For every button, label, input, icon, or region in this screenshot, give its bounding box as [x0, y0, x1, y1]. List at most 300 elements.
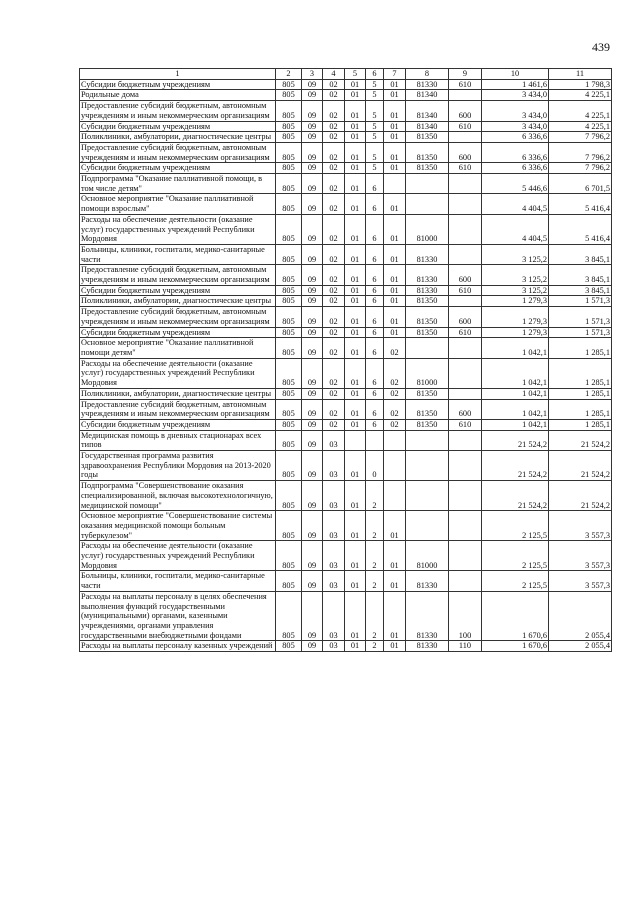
row-code-direction — [406, 338, 449, 358]
row-code-expense-type — [449, 296, 482, 307]
row-code-subsection: 02 — [323, 338, 345, 358]
row-code-direction — [406, 511, 449, 541]
row-amount-col11: 4 225,1 — [549, 121, 612, 132]
row-code-subprogram: 5 — [366, 90, 384, 101]
row-code-section: 09 — [302, 399, 323, 419]
row-name: Субсидии бюджетным учреждениям — [80, 79, 276, 90]
row-amount-col10: 4 404,5 — [482, 194, 549, 214]
row-code-direction: 81330 — [406, 591, 449, 641]
row-code-subsection: 02 — [323, 358, 345, 388]
row-code-expense-type — [449, 132, 482, 143]
row-code-subsection: 02 — [323, 327, 345, 338]
row-code-admin: 805 — [276, 481, 302, 511]
row-code-admin: 805 — [276, 451, 302, 481]
row-code-subsection: 03 — [323, 571, 345, 591]
row-code-expense-type — [449, 388, 482, 399]
row-code-subsection: 02 — [323, 79, 345, 90]
row-name: Основное мероприятие "Совершенствование системы оказания медицинской помощи больным туберкулезом" — [80, 511, 276, 541]
row-code-admin: 805 — [276, 541, 302, 571]
row-code-subsection: 03 — [323, 430, 345, 450]
row-amount-col10: 1 670,6 — [482, 641, 549, 652]
row-amount-col10: 3 434,0 — [482, 101, 549, 121]
table-row — [80, 641, 612, 652]
row-code-program: 01 — [345, 338, 366, 358]
table-row — [80, 430, 612, 450]
row-code-measure — [384, 451, 406, 481]
table-row — [80, 296, 612, 307]
row-code-subsection: 03 — [323, 511, 345, 541]
row-code-program: 01 — [345, 296, 366, 307]
row-code-expense-type — [449, 430, 482, 450]
row-code-subprogram: 2 — [366, 511, 384, 541]
row-code-subprogram: 2 — [366, 571, 384, 591]
row-code-direction: 81350 — [406, 307, 449, 327]
row-code-subprogram: 6 — [366, 285, 384, 296]
row-code-admin: 805 — [276, 338, 302, 358]
row-amount-col11: 21 524,2 — [549, 481, 612, 511]
row-code-admin: 805 — [276, 90, 302, 101]
row-code-admin: 805 — [276, 101, 302, 121]
column-header: 2 — [276, 69, 302, 80]
row-code-expense-type — [449, 358, 482, 388]
row-code-subsection: 02 — [323, 174, 345, 194]
table-row — [80, 399, 612, 419]
row-name: Расходы на выплаты персоналу казенных учреждений — [80, 641, 276, 652]
row-code-section: 09 — [302, 591, 323, 641]
row-code-section: 09 — [302, 214, 323, 244]
row-code-subsection: 02 — [323, 399, 345, 419]
row-code-admin: 805 — [276, 194, 302, 214]
row-code-program: 01 — [345, 121, 366, 132]
row-name: Предоставление субсидий бюджетным, автономным учреждениям и иным некоммерческим организациям — [80, 101, 276, 121]
row-code-admin: 805 — [276, 358, 302, 388]
row-code-subprogram: 5 — [366, 142, 384, 162]
row-code-section: 09 — [302, 388, 323, 399]
row-code-expense-type: 600 — [449, 399, 482, 419]
table-row — [80, 285, 612, 296]
row-amount-col11: 2 055,4 — [549, 641, 612, 652]
row-code-section: 09 — [302, 265, 323, 285]
row-code-section: 09 — [302, 142, 323, 162]
row-code-section: 09 — [302, 430, 323, 450]
row-code-admin: 805 — [276, 142, 302, 162]
row-code-direction: 81330 — [406, 79, 449, 90]
row-code-admin: 805 — [276, 285, 302, 296]
row-code-expense-type — [449, 571, 482, 591]
row-code-direction: 81330 — [406, 265, 449, 285]
table-row — [80, 265, 612, 285]
row-name: Медицинская помощь в дневных стационарах всех типов — [80, 430, 276, 450]
row-code-measure: 01 — [384, 641, 406, 652]
row-amount-col11: 1 571,3 — [549, 296, 612, 307]
row-amount-col11: 1 285,1 — [549, 358, 612, 388]
row-name: Субсидии бюджетным учреждениям — [80, 327, 276, 338]
row-code-subprogram: 5 — [366, 132, 384, 143]
row-code-section: 09 — [302, 285, 323, 296]
row-code-section: 09 — [302, 244, 323, 264]
row-code-subprogram: 6 — [366, 388, 384, 399]
row-code-subprogram: 6 — [366, 399, 384, 419]
row-code-direction: 81350 — [406, 419, 449, 430]
row-code-admin: 805 — [276, 399, 302, 419]
row-amount-col11: 3 845,1 — [549, 265, 612, 285]
row-code-measure — [384, 174, 406, 194]
row-code-direction — [406, 430, 449, 450]
table-row — [80, 388, 612, 399]
row-code-measure: 01 — [384, 244, 406, 264]
column-header: 6 — [366, 69, 384, 80]
row-code-measure: 01 — [384, 327, 406, 338]
row-amount-col11: 1 285,1 — [549, 388, 612, 399]
row-code-subsection: 02 — [323, 101, 345, 121]
row-code-measure: 01 — [384, 101, 406, 121]
row-code-subprogram: 5 — [366, 79, 384, 90]
row-code-measure: 01 — [384, 214, 406, 244]
row-amount-col11: 1 285,1 — [549, 419, 612, 430]
row-code-subsection: 02 — [323, 142, 345, 162]
row-code-subprogram: 6 — [366, 265, 384, 285]
row-code-subprogram: 6 — [366, 419, 384, 430]
table-row — [80, 451, 612, 481]
row-code-program: 01 — [345, 265, 366, 285]
row-code-section: 09 — [302, 481, 323, 511]
row-name: Субсидии бюджетным учреждениям — [80, 163, 276, 174]
row-code-measure: 01 — [384, 541, 406, 571]
column-header: 5 — [345, 69, 366, 80]
table-row — [80, 419, 612, 430]
row-code-subsection: 02 — [323, 214, 345, 244]
table-row — [80, 511, 612, 541]
row-code-subsection: 02 — [323, 388, 345, 399]
row-code-direction: 81330 — [406, 244, 449, 264]
table-row — [80, 244, 612, 264]
row-code-program: 01 — [345, 591, 366, 641]
row-code-program: 01 — [345, 163, 366, 174]
row-amount-col11: 7 796,2 — [549, 132, 612, 143]
row-code-expense-type: 610 — [449, 327, 482, 338]
row-name: Больницы, клиники, госпитали, медико-санитарные части — [80, 244, 276, 264]
row-name: Субсидии бюджетным учреждениям — [80, 285, 276, 296]
row-code-expense-type: 100 — [449, 591, 482, 641]
row-amount-col10: 6 336,6 — [482, 142, 549, 162]
row-amount-col10: 2 125,5 — [482, 511, 549, 541]
row-code-program: 01 — [345, 327, 366, 338]
table-row — [80, 163, 612, 174]
row-code-measure: 01 — [384, 132, 406, 143]
row-code-expense-type: 600 — [449, 142, 482, 162]
table-row — [80, 132, 612, 143]
row-code-subprogram: 6 — [366, 244, 384, 264]
row-code-admin: 805 — [276, 419, 302, 430]
row-code-subprogram — [366, 430, 384, 450]
row-amount-col11: 1 798,3 — [549, 79, 612, 90]
table-row — [80, 194, 612, 214]
table-row — [80, 358, 612, 388]
row-code-admin: 805 — [276, 641, 302, 652]
row-amount-col10: 3 125,2 — [482, 244, 549, 264]
row-amount-col11: 2 055,4 — [549, 591, 612, 641]
row-amount-col10: 6 336,6 — [482, 132, 549, 143]
row-code-subsection: 02 — [323, 285, 345, 296]
row-code-section: 09 — [302, 338, 323, 358]
row-amount-col10: 5 446,6 — [482, 174, 549, 194]
row-code-subsection: 02 — [323, 121, 345, 132]
row-amount-col10: 3 125,2 — [482, 265, 549, 285]
table-header-row — [80, 69, 612, 80]
row-code-expense-type: 610 — [449, 163, 482, 174]
row-code-admin: 805 — [276, 121, 302, 132]
row-amount-col10: 3 434,0 — [482, 121, 549, 132]
row-amount-col10: 2 125,5 — [482, 541, 549, 571]
row-amount-col11: 7 796,2 — [549, 142, 612, 162]
row-code-direction: 81330 — [406, 571, 449, 591]
table-row — [80, 591, 612, 641]
row-code-admin: 805 — [276, 132, 302, 143]
row-code-subprogram: 6 — [366, 296, 384, 307]
row-code-program: 01 — [345, 451, 366, 481]
row-name: Больницы, клиники, госпитали, медико-санитарные части — [80, 571, 276, 591]
row-code-admin: 805 — [276, 388, 302, 399]
row-code-section: 09 — [302, 571, 323, 591]
row-code-program: 01 — [345, 132, 366, 143]
row-code-direction: 81350 — [406, 327, 449, 338]
row-code-program — [345, 430, 366, 450]
row-amount-col11: 3 557,3 — [549, 511, 612, 541]
row-amount-col10: 21 524,2 — [482, 481, 549, 511]
table-row — [80, 90, 612, 101]
row-code-subsection: 02 — [323, 265, 345, 285]
row-code-subprogram: 6 — [366, 214, 384, 244]
row-amount-col10: 6 336,6 — [482, 163, 549, 174]
row-code-admin: 805 — [276, 214, 302, 244]
row-code-measure: 01 — [384, 142, 406, 162]
row-code-measure: 02 — [384, 388, 406, 399]
row-code-program: 01 — [345, 541, 366, 571]
row-code-subsection: 02 — [323, 296, 345, 307]
row-code-measure: 02 — [384, 399, 406, 419]
row-code-subprogram: 2 — [366, 541, 384, 571]
row-code-program: 01 — [345, 307, 366, 327]
row-code-section: 09 — [302, 101, 323, 121]
table-row — [80, 541, 612, 571]
row-amount-col11: 3 845,1 — [549, 244, 612, 264]
row-amount-col10: 3 434,0 — [482, 90, 549, 101]
table-row — [80, 481, 612, 511]
table-row — [80, 174, 612, 194]
row-code-admin: 805 — [276, 327, 302, 338]
table-row — [80, 101, 612, 121]
row-code-program: 01 — [345, 90, 366, 101]
row-amount-col10: 1 279,3 — [482, 307, 549, 327]
row-code-expense-type — [449, 194, 482, 214]
row-code-program: 01 — [345, 194, 366, 214]
row-code-measure: 02 — [384, 419, 406, 430]
row-amount-col10: 4 404,5 — [482, 214, 549, 244]
row-code-expense-type — [449, 244, 482, 264]
row-code-subsection: 03 — [323, 641, 345, 652]
row-name: Расходы на обеспечение деятельности (оказание услуг) государственных учреждений Республики Мордовия — [80, 214, 276, 244]
row-amount-col11: 5 416,4 — [549, 214, 612, 244]
row-code-subsection: 02 — [323, 132, 345, 143]
row-code-expense-type: 610 — [449, 121, 482, 132]
row-code-section: 09 — [302, 90, 323, 101]
row-code-program: 01 — [345, 214, 366, 244]
row-code-section: 09 — [302, 641, 323, 652]
row-name: Подпрограмма "Оказание паллиативной помощи, в том числе детям" — [80, 174, 276, 194]
row-code-subprogram: 2 — [366, 591, 384, 641]
row-code-direction: 81350 — [406, 163, 449, 174]
row-code-measure: 01 — [384, 265, 406, 285]
row-code-expense-type: 610 — [449, 79, 482, 90]
row-name: Субсидии бюджетным учреждениям — [80, 419, 276, 430]
row-amount-col10: 1 042,1 — [482, 358, 549, 388]
column-header: 8 — [406, 69, 449, 80]
row-amount-col11: 3 557,3 — [549, 541, 612, 571]
row-code-admin: 805 — [276, 307, 302, 327]
row-code-measure — [384, 430, 406, 450]
row-amount-col11: 1 285,1 — [549, 338, 612, 358]
row-name: Предоставление субсидий бюджетным, автономным учреждениям и иным некоммерческим организациям — [80, 265, 276, 285]
row-code-program: 01 — [345, 174, 366, 194]
row-amount-col11: 6 701,5 — [549, 174, 612, 194]
row-code-program: 01 — [345, 511, 366, 541]
column-header: 1 — [80, 69, 276, 80]
row-name: Государственная программа развития здравоохранения Республики Мордовия на 2013-2020 годы — [80, 451, 276, 481]
row-code-program: 01 — [345, 399, 366, 419]
row-code-direction: 81000 — [406, 541, 449, 571]
row-code-program: 01 — [345, 285, 366, 296]
row-code-program: 01 — [345, 388, 366, 399]
row-code-direction: 81350 — [406, 388, 449, 399]
row-code-direction: 81340 — [406, 101, 449, 121]
column-header: 4 — [323, 69, 345, 80]
row-code-subprogram: 0 — [366, 451, 384, 481]
row-code-direction — [406, 174, 449, 194]
row-name: Основное мероприятие "Оказание паллиативной помощи детям" — [80, 338, 276, 358]
row-code-section: 09 — [302, 174, 323, 194]
row-code-measure: 01 — [384, 121, 406, 132]
row-code-section: 09 — [302, 419, 323, 430]
row-name: Родильные дома — [80, 90, 276, 101]
row-code-subprogram: 6 — [366, 358, 384, 388]
row-code-measure: 02 — [384, 358, 406, 388]
row-code-program: 01 — [345, 358, 366, 388]
row-code-expense-type: 600 — [449, 307, 482, 327]
row-code-admin: 805 — [276, 511, 302, 541]
row-code-subsection: 03 — [323, 541, 345, 571]
row-code-measure: 01 — [384, 307, 406, 327]
row-code-direction: 81000 — [406, 214, 449, 244]
row-amount-col11: 1 571,3 — [549, 327, 612, 338]
row-code-expense-type — [449, 174, 482, 194]
row-amount-col11: 1 285,1 — [549, 399, 612, 419]
row-code-section: 09 — [302, 121, 323, 132]
row-code-subsection: 02 — [323, 419, 345, 430]
row-code-expense-type — [449, 481, 482, 511]
row-amount-col10: 1 042,1 — [482, 419, 549, 430]
table-body — [80, 79, 612, 651]
row-code-expense-type: 600 — [449, 265, 482, 285]
row-name: Предоставление субсидий бюджетным, автономным учреждениям и иным некоммерческим организациям — [80, 307, 276, 327]
column-header: 9 — [449, 69, 482, 80]
row-code-admin: 805 — [276, 174, 302, 194]
row-code-subsection: 03 — [323, 591, 345, 641]
row-code-section: 09 — [302, 132, 323, 143]
row-code-admin: 805 — [276, 430, 302, 450]
column-header: 3 — [302, 69, 323, 80]
table-row — [80, 571, 612, 591]
row-code-expense-type: 110 — [449, 641, 482, 652]
row-name: Субсидии бюджетным учреждениям — [80, 121, 276, 132]
row-code-section: 09 — [302, 451, 323, 481]
row-code-admin: 805 — [276, 244, 302, 264]
row-amount-col11: 4 225,1 — [549, 101, 612, 121]
table-row — [80, 142, 612, 162]
row-code-program: 01 — [345, 481, 366, 511]
row-code-direction: 81330 — [406, 641, 449, 652]
row-code-direction: 81000 — [406, 358, 449, 388]
row-name: Расходы на выплаты персоналу в целях обеспечения выполнения функций государственными (муниципальными) органами, казенными учреждениями, органами управления государственными внебюджетными фондами — [80, 591, 276, 641]
row-code-admin: 805 — [276, 296, 302, 307]
row-name: Подпрограмма "Совершенствование оказания специализированной, включая высокотехнологичную, медицинской помощи" — [80, 481, 276, 511]
column-header: 7 — [384, 69, 406, 80]
row-code-subprogram: 2 — [366, 641, 384, 652]
row-name: Предоставление субсидий бюджетным, автономным учреждениям и иным некоммерческим организациям — [80, 142, 276, 162]
row-code-direction: 81350 — [406, 399, 449, 419]
row-amount-col11: 4 225,1 — [549, 90, 612, 101]
page-number: 439 — [592, 40, 610, 54]
row-code-measure: 01 — [384, 296, 406, 307]
row-code-expense-type — [449, 511, 482, 541]
row-code-section: 09 — [302, 511, 323, 541]
row-code-subsection: 02 — [323, 163, 345, 174]
row-amount-col11: 21 524,2 — [549, 430, 612, 450]
row-code-expense-type — [449, 214, 482, 244]
row-code-program: 01 — [345, 142, 366, 162]
row-code-subsection: 03 — [323, 481, 345, 511]
table-row — [80, 307, 612, 327]
row-code-subprogram: 6 — [366, 194, 384, 214]
row-code-section: 09 — [302, 307, 323, 327]
row-amount-col10: 1 042,1 — [482, 399, 549, 419]
row-name: Поликлиники, амбулатории, диагностические центры — [80, 132, 276, 143]
row-code-direction: 81350 — [406, 132, 449, 143]
row-code-program: 01 — [345, 571, 366, 591]
row-amount-col11: 3 845,1 — [549, 285, 612, 296]
row-code-program: 01 — [345, 244, 366, 264]
row-code-section: 09 — [302, 296, 323, 307]
row-code-program: 01 — [345, 79, 366, 90]
row-code-expense-type: 610 — [449, 419, 482, 430]
row-name: Поликлиники, амбулатории, диагностические центры — [80, 388, 276, 399]
row-code-subprogram: 6 — [366, 327, 384, 338]
table-row — [80, 327, 612, 338]
row-amount-col10: 1 279,3 — [482, 296, 549, 307]
row-code-section: 09 — [302, 163, 323, 174]
row-code-subsection: 02 — [323, 244, 345, 264]
row-code-subsection: 02 — [323, 307, 345, 327]
row-code-admin: 805 — [276, 79, 302, 90]
row-code-section: 09 — [302, 327, 323, 338]
row-amount-col10: 1 279,3 — [482, 327, 549, 338]
row-amount-col10: 21 524,2 — [482, 451, 549, 481]
row-name: Расходы на обеспечение деятельности (оказание услуг) государственных учреждений Республики Мордовия — [80, 358, 276, 388]
row-code-program: 01 — [345, 101, 366, 121]
row-code-measure — [384, 481, 406, 511]
row-amount-col11: 7 796,2 — [549, 163, 612, 174]
column-header: 11 — [549, 69, 612, 80]
row-code-measure: 01 — [384, 90, 406, 101]
